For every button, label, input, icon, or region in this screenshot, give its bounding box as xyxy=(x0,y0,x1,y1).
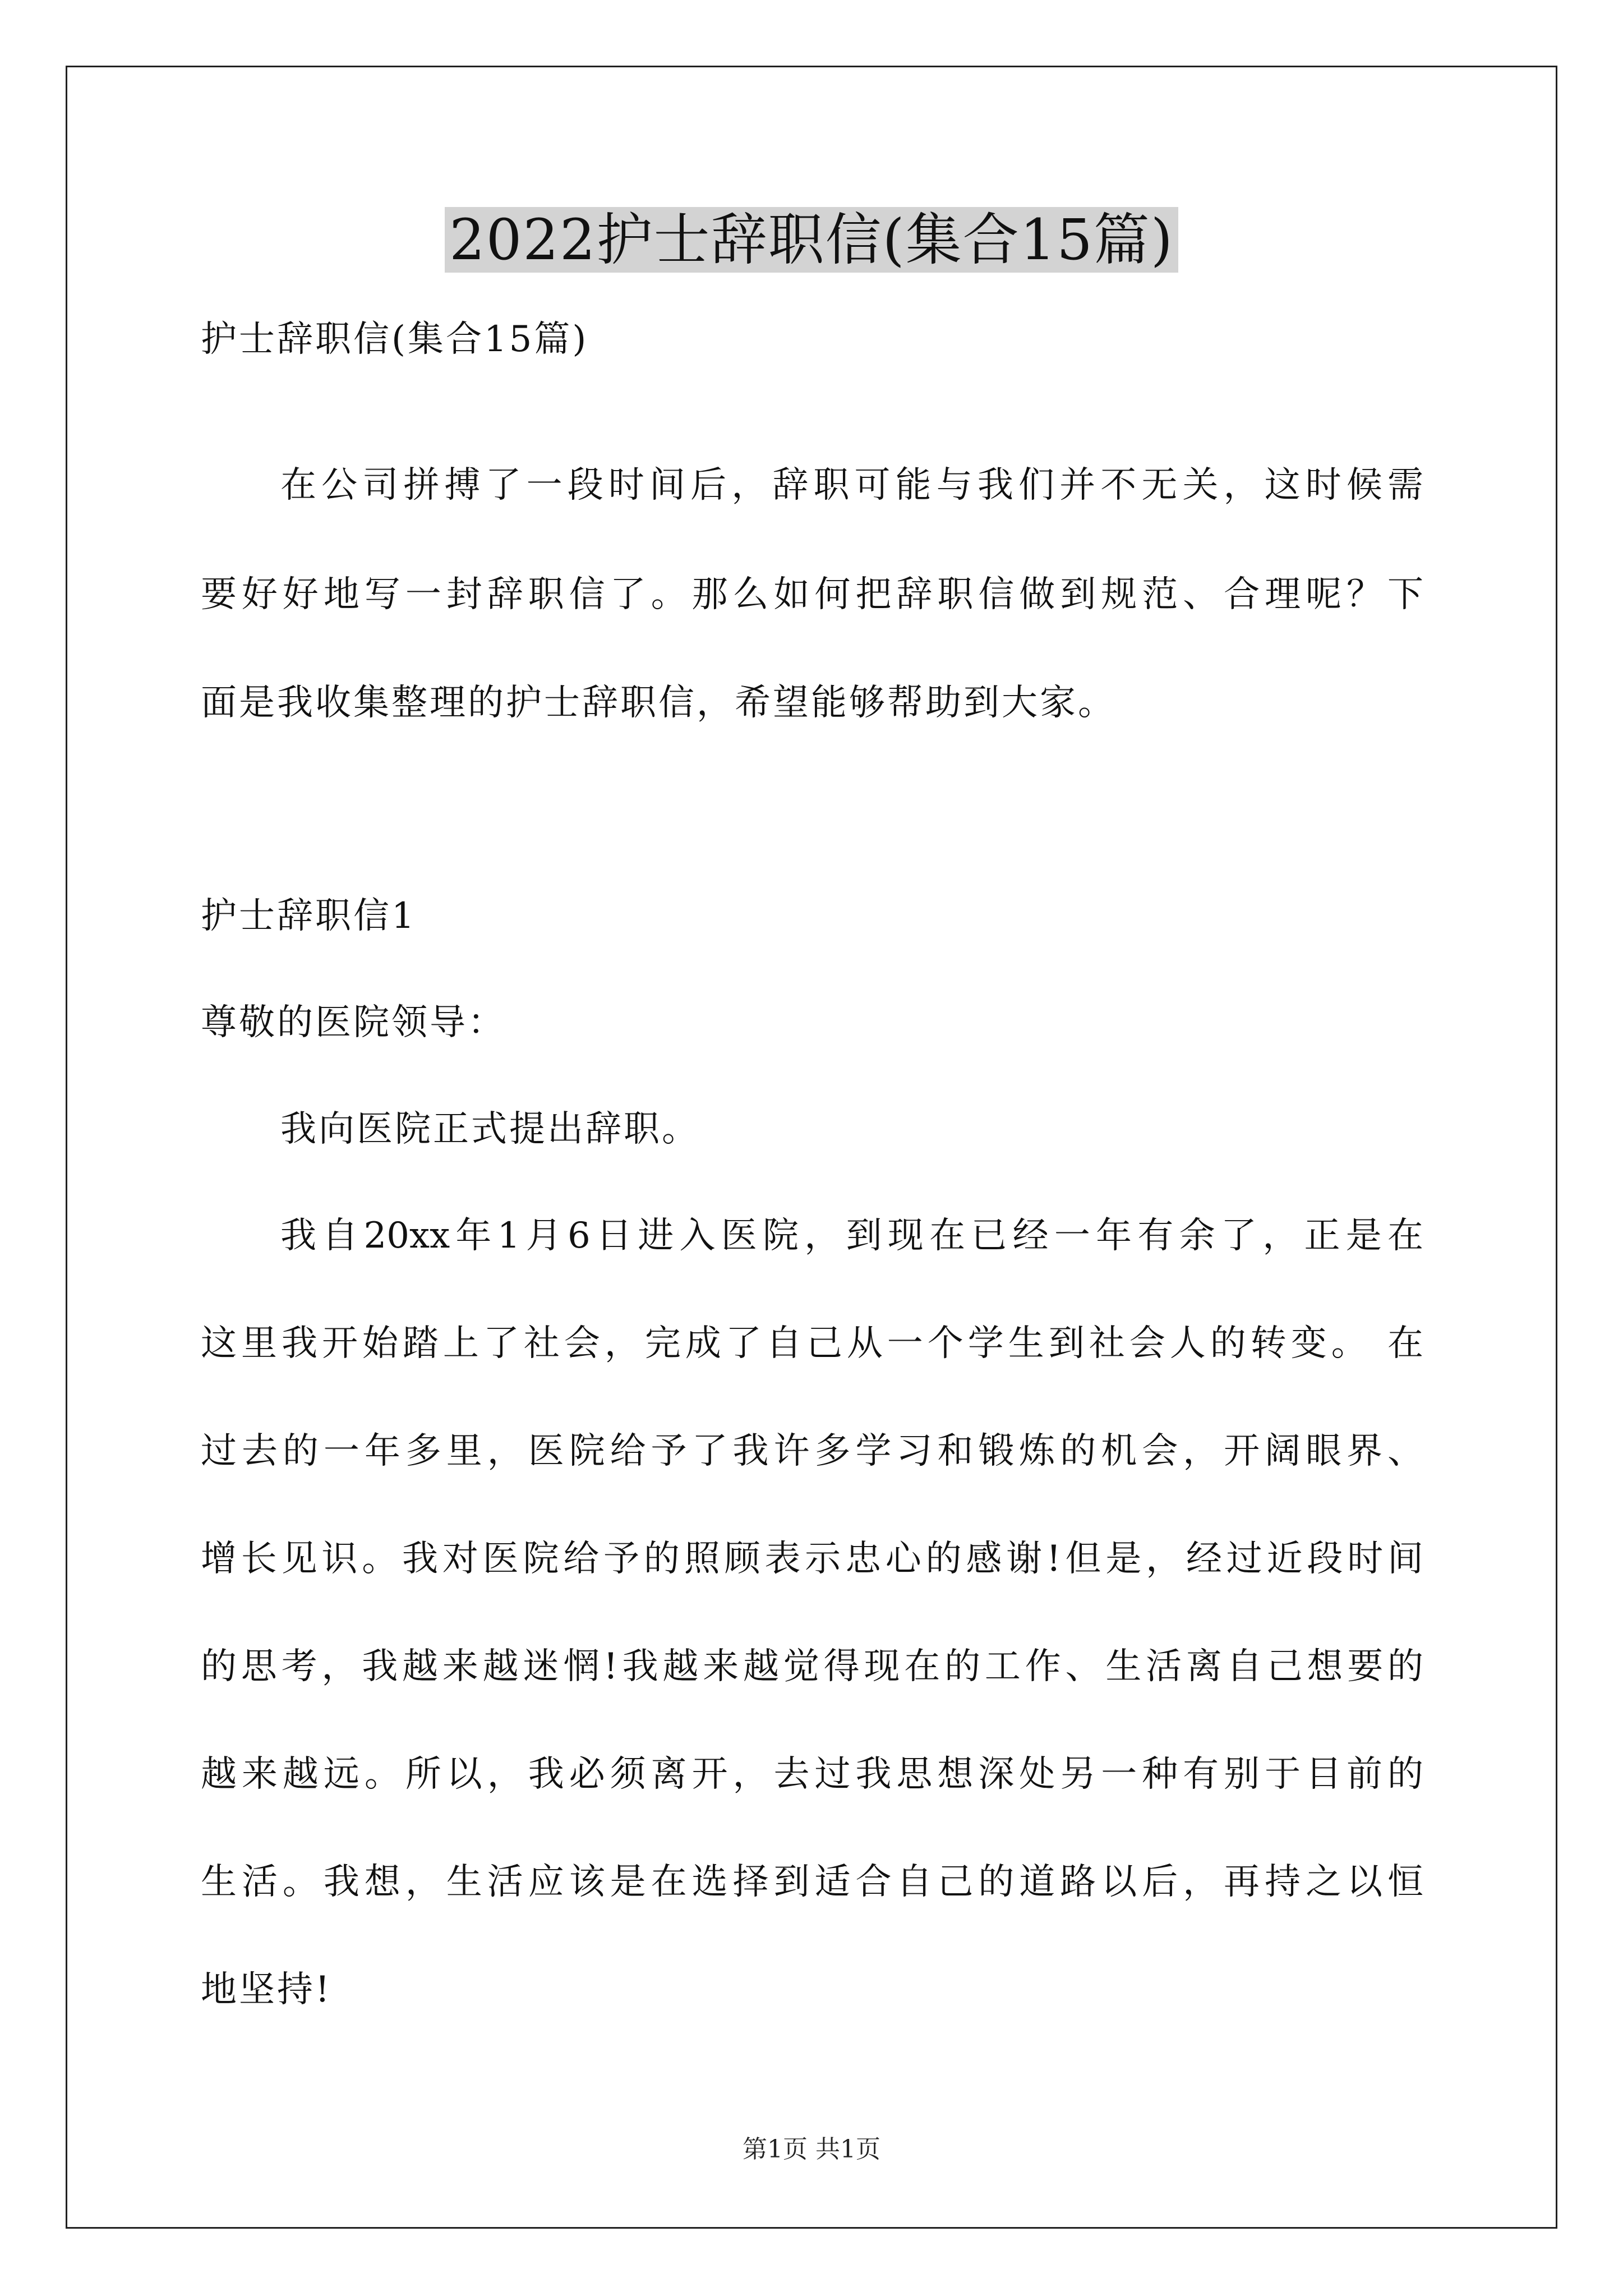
intro-line-1: 在公司拼搏了一段时间后，辞职可能与我们并不无关，这时候需 xyxy=(280,464,1423,506)
body-line-6: 越来越远。所以，我必须离开，去过我思想深处另一种有别于目前的 xyxy=(201,1754,1423,1795)
body-line-3: 过去的一年多里，医院给予了我许多学习和锻炼的机会，开阔眼界、 xyxy=(201,1430,1423,1472)
body-line-2: 这里我开始踏上了社会，完成了自己从一个学生到社会人的转变。 在 xyxy=(201,1323,1423,1364)
document-title-text: 2022护士辞职信(集合15篇) xyxy=(445,207,1178,273)
body-line-8: 地坚持! xyxy=(201,1969,332,2010)
document-title xyxy=(0,201,1623,279)
salutation: 尊敬的医院领导： xyxy=(201,1002,506,1043)
resignation-statement: 我向医院正式提出辞职。 xyxy=(280,1108,700,1150)
section-heading: 护士辞职信1 xyxy=(201,895,417,937)
body-line-7: 生活。我想，生活应该是在选择到适合自己的道路以后，再持之以恒 xyxy=(201,1861,1423,1903)
body-line-4: 增长见识。我对医院给予的照顾表示忠心的感谢!但是，经过近段时间 xyxy=(201,1538,1423,1580)
body-line-5: 的思考，我越来越迷惘!我越来越觉得现在的工作、生活离自己想要的 xyxy=(201,1646,1423,1687)
body-line-1: 我自20xx年1月6日进入医院，到现在已经一年有余了，正是在 xyxy=(280,1215,1423,1257)
document-subtitle: 护士辞职信(集合15篇) xyxy=(201,319,589,360)
intro-line-2: 要好好地写一封辞职信了。那么如何把辞职信做到规范、合理呢？下 xyxy=(201,574,1423,615)
intro-line-3: 面是我收集整理的护士辞职信，希望能够帮助到大家。 xyxy=(201,682,1116,724)
page-number-footer: 第1页 共1页 xyxy=(743,2135,880,2164)
